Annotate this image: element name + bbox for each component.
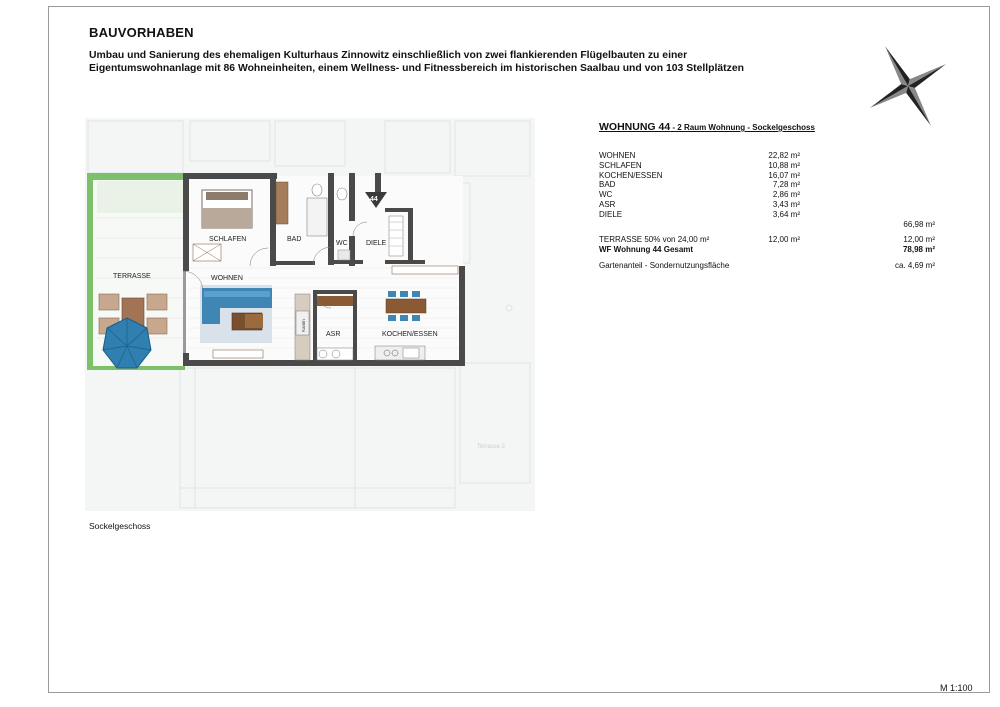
scale-label: M 1:100: [940, 683, 973, 693]
unit-number-tag: 44: [370, 196, 378, 203]
project-description: Umbau und Sanierung des ehemaligen Kulturhaus Zinnowitz einschließlich von zwei flankierenden Flügelbauten zu einer Eigentumswohnanlage mit 86 Wohneinheiten, einem Wellness- und Fitnessbereich im historischen Saalbau und von 103 Stellplätzen: [89, 50, 744, 74]
area-row-bad: [599, 180, 939, 190]
area-row-asr: [599, 200, 939, 210]
room-name: KOCHEN/ESSEN: [599, 170, 663, 180]
room-name: WOHNEN: [599, 151, 636, 160]
area-table: [599, 151, 939, 271]
floor-plan: [85, 118, 537, 513]
schlafen-label: SCHLAFEN: [209, 236, 247, 243]
floor-caption: Sockelgeschoss: [89, 521, 151, 531]
room-name: SCHLAFEN: [599, 160, 642, 170]
room-name: ASR: [599, 199, 616, 209]
area-row-schlafen: [599, 161, 939, 171]
diele-label: DIELE: [366, 240, 387, 247]
asr-label: ASR: [326, 331, 341, 338]
apartment-subtitle: - 2 Raum Wohnung - Sockelgeschoss: [670, 123, 815, 132]
terrasse-label: TERRASSE: [113, 273, 151, 280]
bad-label: BAD: [287, 236, 302, 243]
wohnen-label: WOHNEN: [211, 275, 243, 282]
kochen-label: KOCHEN/ESSEN: [382, 331, 438, 338]
room-name: DIELE: [599, 209, 623, 219]
area-subtotal: 66,98 m²: [903, 219, 935, 229]
room-area: 3,43 m²: [772, 199, 800, 209]
apartment-title: WOHNUNG 44: [599, 121, 671, 133]
room-area: 16,07 m²: [768, 170, 800, 180]
garden-label: Gartenanteil - Sondernutzungsfläche: [599, 260, 730, 270]
area-row-wohnen: [599, 151, 939, 161]
terrace-area: 12,00 m²: [768, 235, 800, 245]
apartment-heading: [599, 121, 815, 133]
north-arrow-icon: [862, 40, 957, 135]
total-row: [599, 245, 939, 255]
area-subtotal-row: [599, 220, 939, 230]
terrace-row: [599, 235, 939, 245]
room-area: 22,82 m²: [768, 151, 800, 160]
total-value: 78,98 m²: [902, 245, 935, 255]
total-label: WF Wohnung 44 Gesamt: [599, 245, 694, 255]
project-title: BAUVORHABEN: [89, 25, 194, 40]
room-name: WC: [599, 190, 613, 200]
terrace-total: 12,00 m²: [903, 235, 935, 245]
wc-label: WC: [336, 240, 348, 247]
terrace-label: TERRASSE 50% von 24,00 m²: [599, 235, 710, 245]
room-area: 2,86 m²: [772, 190, 800, 200]
area-row-kochen: [599, 171, 939, 181]
kamin-label: Kamin: [301, 319, 306, 332]
terrasse2-label: Terrasse 2: [477, 444, 506, 450]
room-area: 10,88 m²: [768, 160, 800, 170]
area-row-wc: [599, 190, 939, 200]
garden-row: [599, 261, 939, 271]
room-area: 3,64 m²: [772, 209, 800, 219]
garden-value: ca. 4,69 m²: [894, 260, 935, 270]
room-area: 7,28 m²: [772, 180, 800, 190]
room-name: BAD: [599, 180, 616, 190]
area-row-diele: [599, 210, 939, 220]
